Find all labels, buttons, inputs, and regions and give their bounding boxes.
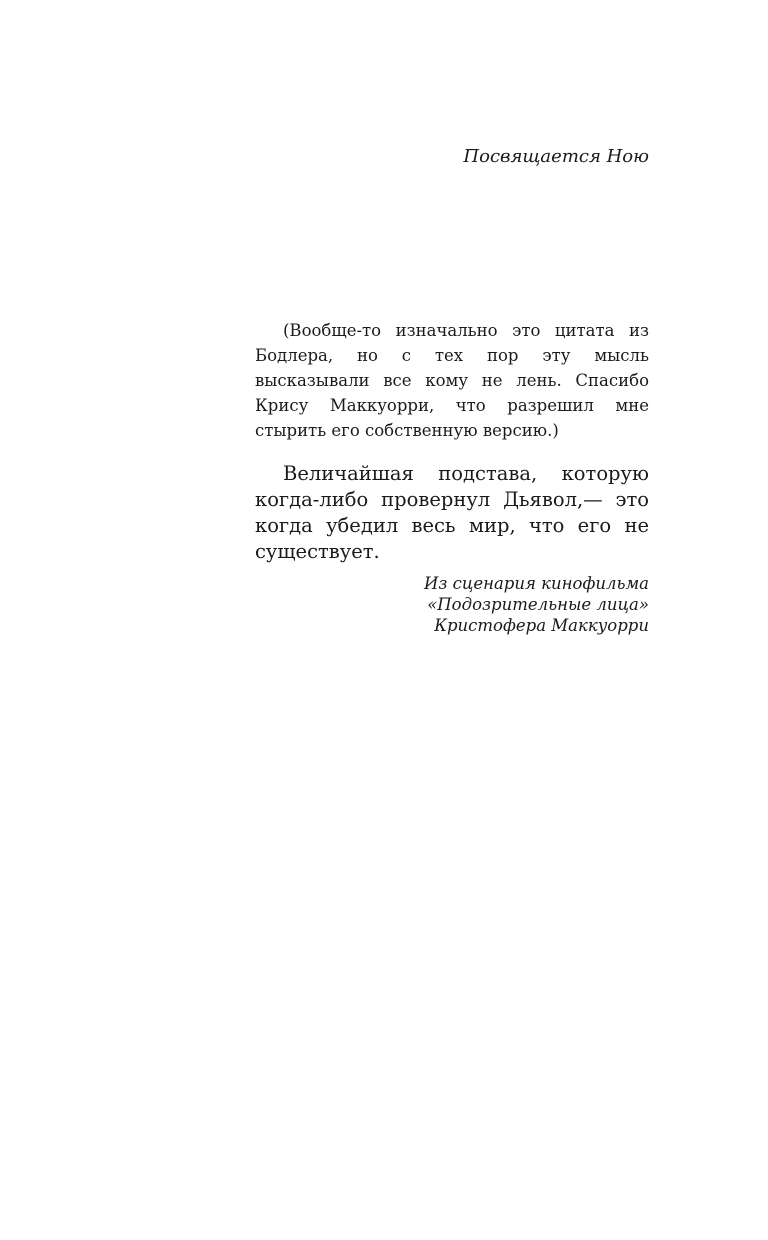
attribution-line-2: «Подозрительные лица» xyxy=(427,595,649,614)
epigraph-block xyxy=(255,318,649,636)
dedication: Посвящается Ною xyxy=(463,146,649,167)
attribution-line-3: Кристофера Маккуорри xyxy=(434,616,649,635)
epigraph-attribution xyxy=(255,573,649,636)
attribution-line-1: Из сценария кинофильма xyxy=(423,574,649,593)
epigraph-quote: Величайшая подстава, которую когда-либо провернул Дьявол,— это когда убедил весь мир, что его не существует. xyxy=(255,462,649,563)
epigraph-note: (Вообще-то изначально это цитата из Бодлера, но с тех пор эту мысль высказывали все кому не лень. Спасибо Крису Маккуорри, что разрешил мне стырить его собственную версию.) xyxy=(255,321,649,440)
